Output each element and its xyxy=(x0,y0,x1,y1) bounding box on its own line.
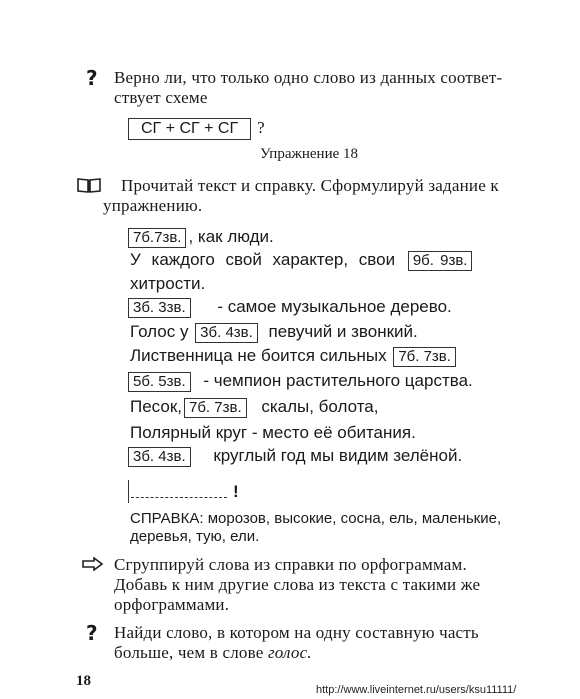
text-line-9: Полярный круг - место её обитания. xyxy=(130,423,416,442)
text-span: певучий и звонкий. xyxy=(263,322,418,341)
text-line-1 xyxy=(126,225,274,248)
arrow-icon xyxy=(82,557,104,576)
text-line-8 xyxy=(130,395,378,418)
text-line-4 xyxy=(126,295,452,318)
task-2-line-3: орфограммами. xyxy=(114,595,230,614)
reference-line-1: СПРАВКА: морозов, высокие, сосна, ель, маленькие, xyxy=(130,510,502,527)
text-line-11 xyxy=(128,480,239,503)
text-line-3: хитрости. xyxy=(130,274,206,293)
question-2-line-2 xyxy=(114,643,312,663)
question-mark-icon: ? xyxy=(86,621,98,645)
intro-line-2: упражнению. xyxy=(103,196,203,215)
text-line-5 xyxy=(130,320,418,343)
task-2-line-1: Сгруппируй слова из справки по орфограммам. xyxy=(114,555,467,574)
scheme-box: 7б.7зв. xyxy=(128,228,186,248)
scheme-row xyxy=(126,118,265,140)
text-span: - самое музыкальное дерево. xyxy=(212,297,452,316)
text-span: скалы, болота, xyxy=(256,397,379,416)
question-mark-icon: ? xyxy=(86,66,98,90)
dash-line xyxy=(131,488,227,498)
scheme-box: 3б. 3зв. xyxy=(128,298,191,318)
text-span: , как люди. xyxy=(188,227,274,246)
question-2-line-1: Найди слово, в котором на одну составную часть xyxy=(114,623,479,642)
scheme-box: 5б. 5зв. xyxy=(128,372,191,392)
book-icon xyxy=(76,176,102,199)
scheme-box: 9б. 9зв. xyxy=(408,251,473,271)
text-span: круглый год мы видим зелёной. xyxy=(208,446,463,465)
text-span: - чемпион растительного царства. xyxy=(198,371,473,390)
exercise-title: Упражнение 18 xyxy=(260,146,358,162)
text-line-10 xyxy=(126,444,462,467)
question-1-line-1: Верно ли, что только одно слово из данных соответ- xyxy=(114,68,503,87)
text-span: У каждого свой характер, свои xyxy=(130,250,396,269)
scheme-box: СГ + СГ + СГ xyxy=(128,118,251,140)
question-1-line-2: ствует схеме xyxy=(114,88,208,107)
scheme-box: 3б. 4зв. xyxy=(195,323,258,343)
text-span: больше, чем в слове xyxy=(114,643,268,662)
emphasized-word: голос. xyxy=(267,643,312,662)
text-line-6 xyxy=(130,344,458,367)
intro-line-1: Прочитай текст и справку. Сформулируй задание к xyxy=(121,176,499,195)
reference-line-2: деревья, тую, ели. xyxy=(130,528,260,545)
blank-scheme xyxy=(128,480,227,503)
scheme-question: ? xyxy=(257,118,265,137)
text-line-7 xyxy=(126,369,473,392)
page-number: 18 xyxy=(76,673,91,689)
text-line-2 xyxy=(130,248,474,271)
scheme-box: 7б. 7зв. xyxy=(184,398,247,418)
text-span: Голос у xyxy=(130,322,189,341)
text-span: ! xyxy=(233,482,239,501)
watermark-url[interactable]: http://www.liveinternet.ru/users/ksu11111/ xyxy=(316,684,517,696)
scheme-box: 3б. 4зв. xyxy=(128,447,191,467)
scheme-box: 7б. 7зв. xyxy=(393,347,456,367)
task-2-line-2: Добавь к ним другие слова из текста с такими же xyxy=(114,575,481,594)
text-span: Песок, xyxy=(130,397,182,416)
text-span: Лиственница не боится сильных xyxy=(130,346,387,365)
